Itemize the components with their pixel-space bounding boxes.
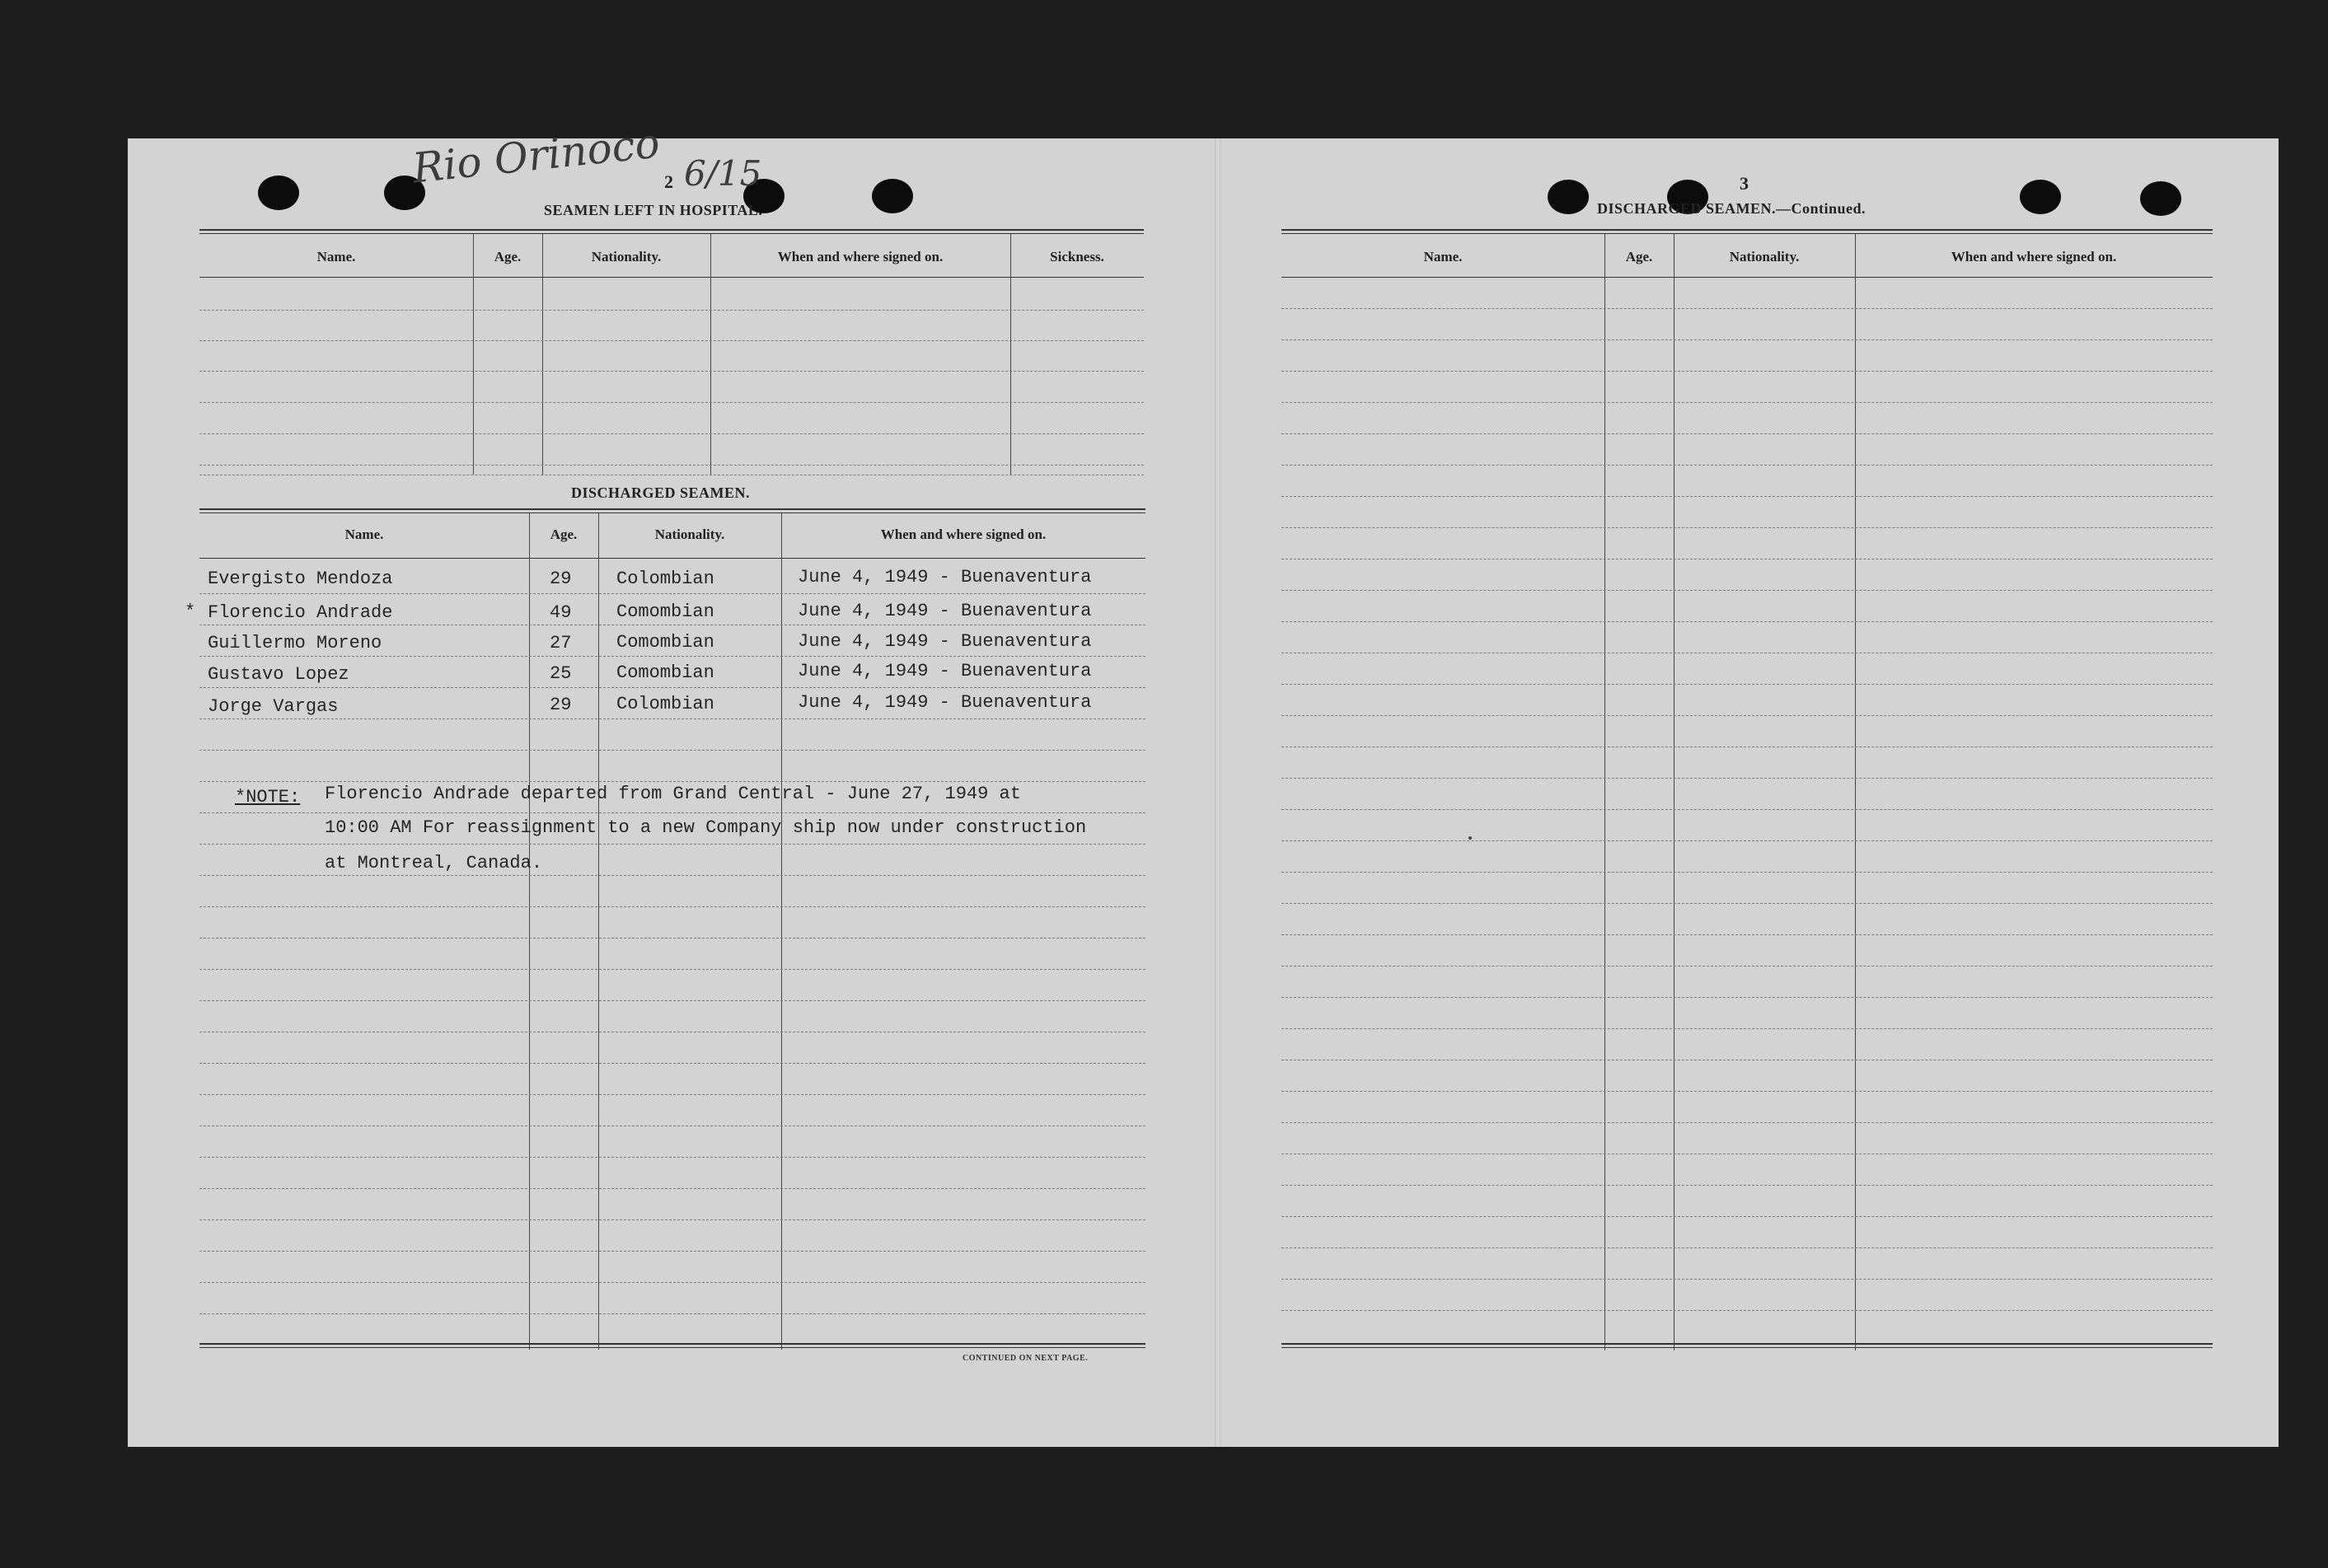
punch-hole <box>2140 181 2181 216</box>
handwritten-date: 6/15 <box>684 153 762 194</box>
column-header: Nationality. <box>591 249 662 264</box>
continued-section-title: DISCHARGED SEAMEN.—Continued. <box>1597 200 1867 217</box>
page-number-right: 3 <box>1740 173 1749 194</box>
seaman-name: Gustavo Lopez <box>208 664 349 685</box>
seaman-signed-on: June 4, 1949 - Buenaventura <box>798 567 1092 587</box>
seaman-name: Guillermo Moreno <box>208 633 382 653</box>
hospital-table <box>199 229 1144 476</box>
column-header: Name. <box>1423 249 1463 264</box>
seaman-signed-on: June 4, 1949 - Buenaventura <box>798 601 1092 621</box>
column-header: Name. <box>316 249 356 264</box>
row-marker: * <box>185 601 196 622</box>
hospital-section-title: SEAMEN LEFT IN HOSPITAL. <box>544 202 763 218</box>
seaman-nationality: Comombian <box>616 662 714 683</box>
discharged-section-title: DISCHARGED SEAMEN. <box>571 484 751 501</box>
column-header: When and where signed on. <box>777 249 944 264</box>
seaman-age: 29 <box>550 569 572 589</box>
column-header: Nationality. <box>654 527 725 542</box>
note-line-3: at Montreal, Canada. <box>325 853 543 873</box>
column-header: Age. <box>494 249 522 264</box>
punch-hole <box>258 176 299 210</box>
seaman-name: Florencio Andrade <box>208 602 393 623</box>
column-header: Age. <box>1625 249 1653 264</box>
stray-mark <box>1468 836 1472 840</box>
column-header: Name. <box>344 527 384 542</box>
column-header: Nationality. <box>1729 249 1800 264</box>
seaman-age: 49 <box>550 602 572 623</box>
seaman-signed-on: June 4, 1949 - Buenaventura <box>798 631 1092 652</box>
seaman-nationality: Comombian <box>616 632 714 653</box>
column-header: Age. <box>550 527 578 542</box>
seaman-name: Evergisto Mendoza <box>208 569 393 589</box>
seaman-nationality: Colombian <box>616 569 714 589</box>
seaman-signed-on: June 4, 1949 - Buenaventura <box>798 692 1092 713</box>
seaman-age: 27 <box>550 633 572 653</box>
page-fold <box>1215 138 1221 1447</box>
page-number-left: 2 <box>664 171 673 192</box>
seaman-age: 29 <box>550 695 572 715</box>
punch-hole <box>2020 180 2061 214</box>
punch-hole <box>1548 180 1589 214</box>
seaman-nationality: Colombian <box>616 694 714 714</box>
continued-footer: CONTINUED ON NEXT PAGE. <box>963 1354 1089 1363</box>
column-header: When and where signed on. <box>1951 249 2117 264</box>
seaman-signed-on: June 4, 1949 - Buenaventura <box>798 661 1092 681</box>
note-label: *NOTE: <box>235 787 301 807</box>
continued-table <box>1281 229 2213 1350</box>
column-header: When and where signed on. <box>880 527 1047 542</box>
punch-hole <box>872 179 913 213</box>
seaman-name: Jorge Vargas <box>208 696 339 717</box>
column-header: Sickness. <box>1050 249 1104 264</box>
note-line-1: Florencio Andrade departed from Grand Central - June 27, 1949 at <box>325 784 1021 804</box>
handwritten-ship-name: Rio Orinoco <box>410 119 663 193</box>
note-line-2: 10:00 AM For reassignment to a new Company ship now under construction <box>325 817 1087 838</box>
seaman-age: 25 <box>550 663 572 684</box>
seaman-nationality: Comombian <box>616 601 714 622</box>
